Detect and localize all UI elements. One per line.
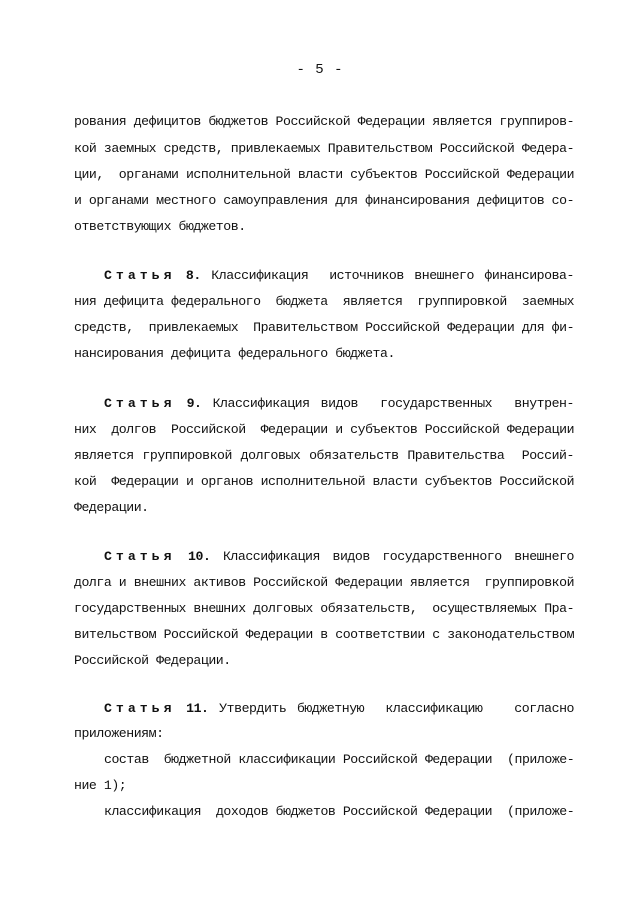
- article-text: Классификация видов государственного внешнего: [222, 549, 575, 564]
- text-line: приложениям:: [74, 726, 164, 741]
- article-word: Статья: [104, 549, 176, 564]
- article-text: Классификация источников внешнего финансирова-: [211, 268, 574, 283]
- text-line: ции, органами исполнительной власти субъектов Российской Федерации: [74, 167, 575, 182]
- text-line: Российской Федерации.: [74, 653, 231, 668]
- text-line: долга и внешних активов Российской Федерации является группировкой: [74, 575, 575, 590]
- text-line: ответствующих бюджетов.: [74, 219, 246, 234]
- text-line: кой заемных средств, привлекаемых Правительством Российской Федера-: [74, 141, 575, 156]
- article-number: 11.: [186, 701, 209, 716]
- article-8-heading-line: [104, 268, 574, 284]
- article-word: Статья: [104, 268, 176, 283]
- text-line: кой Федерации и органов исполнительной власти субъектов Российской: [74, 474, 575, 489]
- article-number: 9.: [186, 396, 202, 411]
- text-line: средств, привлекаемых Правительством Российской Федерации для фи-: [74, 320, 575, 335]
- text-line: и органами местного самоуправления для финансирования дефицитов со-: [74, 193, 575, 208]
- list-item-continuation: ние 1);: [74, 778, 127, 793]
- article-text: Утвердить бюджетную классификацию согласно: [219, 701, 575, 716]
- article-11-heading-line: [104, 701, 574, 717]
- article-word: Статья: [104, 396, 176, 411]
- text-line: Федерации.: [74, 500, 149, 515]
- text-line: нансирования дефицита федерального бюджета.: [74, 346, 395, 361]
- list-item: состав бюджетной классификации Российской Федерации (приложе-: [104, 752, 575, 767]
- article-10-heading-line: [104, 549, 574, 565]
- text-line: является группировкой долговых обязательств Правительства Россий-: [74, 448, 574, 463]
- article-number: 8.: [185, 268, 201, 283]
- text-line: вительством Российской Федерации в соответствии с законодательством: [74, 627, 575, 642]
- article-number: 10.: [188, 549, 211, 564]
- article-word: Статья: [104, 701, 176, 716]
- text-line: рования дефицитов бюджетов Российской Федерации является группиров-: [74, 114, 575, 129]
- article-text: Классификация видов государственных внутрен-: [212, 396, 574, 411]
- text-line: государственных внешних долговых обязательств, осуществляемых Пра-: [74, 601, 575, 616]
- text-line: ния дефицита федерального бюджета является группировкой заемных: [74, 294, 575, 309]
- list-item: классификация доходов бюджетов Российской Федерации (приложе-: [104, 804, 575, 819]
- article-9-heading-line: [104, 396, 574, 412]
- page-number: - 5 -: [296, 62, 344, 78]
- text-line: них долгов Российской Федерации и субъектов Российской Федерации: [74, 422, 575, 437]
